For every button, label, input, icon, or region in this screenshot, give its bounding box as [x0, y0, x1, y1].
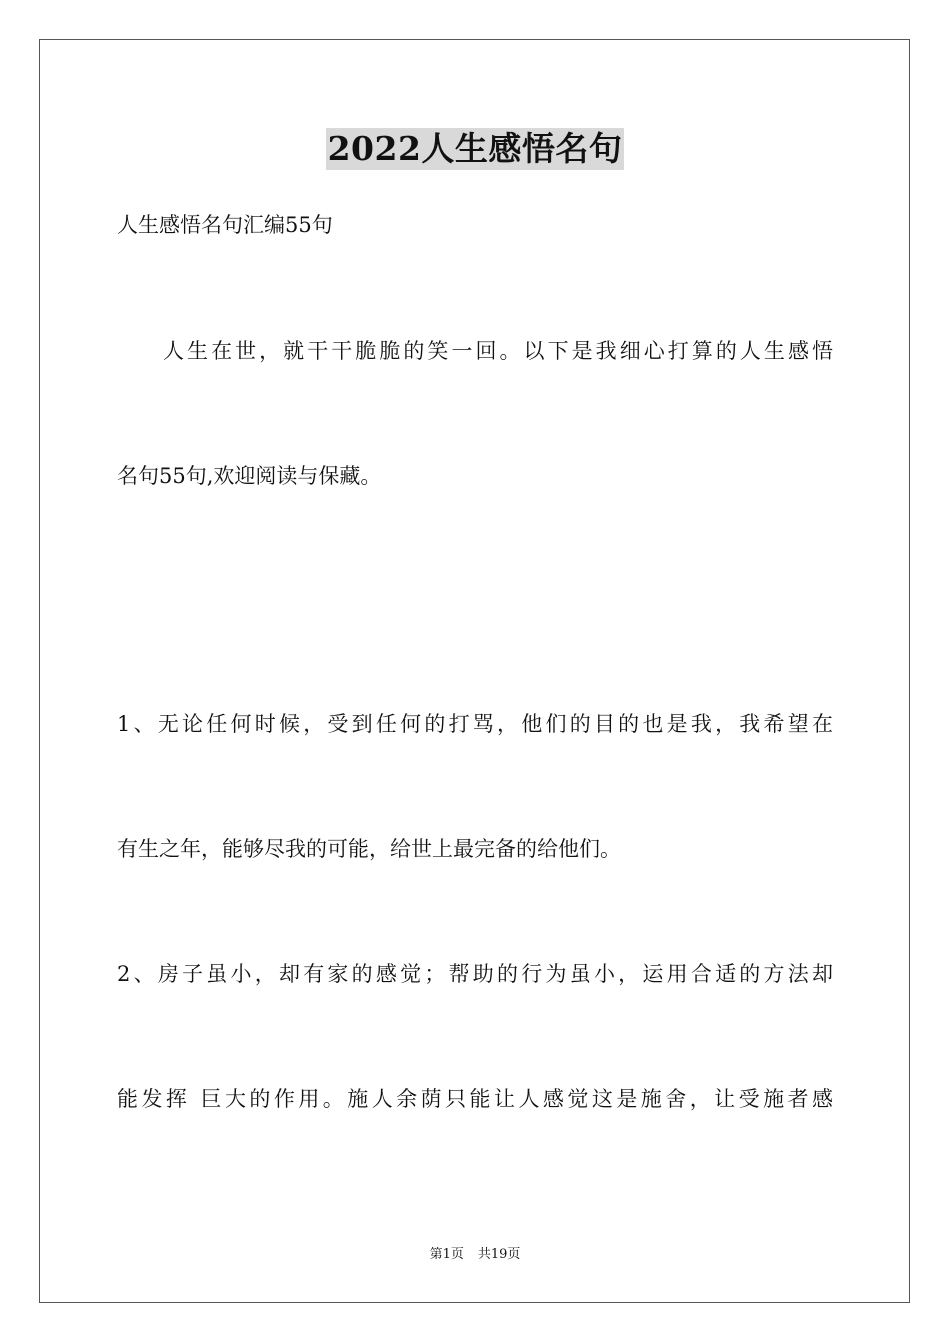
paragraph-line: 有生之年，能够尽我的可能，给世上最完备的给他们。 — [117, 837, 621, 861]
document-title: 2022人生感悟名句 — [327, 129, 623, 168]
paragraph-line: 1、无论任何时候，受到任何的打骂，他们的目的也是我，我希望在 — [117, 712, 833, 736]
title-container — [0, 128, 950, 170]
page-footer — [0, 1246, 950, 1264]
paragraph-line: 2、房子虽小，却有家的感觉；帮助的行为虽小，运用合适的方法却 — [117, 962, 833, 986]
paragraph-line: 名句55句,欢迎阅读与保藏。 — [117, 464, 382, 488]
document-subtitle: 人生感悟名句汇编55句 — [117, 213, 333, 237]
page-total: 共19页 — [477, 1247, 521, 1262]
paragraph-line: 能发挥 巨大的作用。施人余荫只能让人感觉这是施舍，让受施者感 — [117, 1087, 833, 1111]
paragraph-line: 人生在世，就干干脆脆的笑一回。以下是我细心打算的人生感悟 — [163, 339, 833, 363]
page-number: 第1页 — [429, 1247, 464, 1262]
